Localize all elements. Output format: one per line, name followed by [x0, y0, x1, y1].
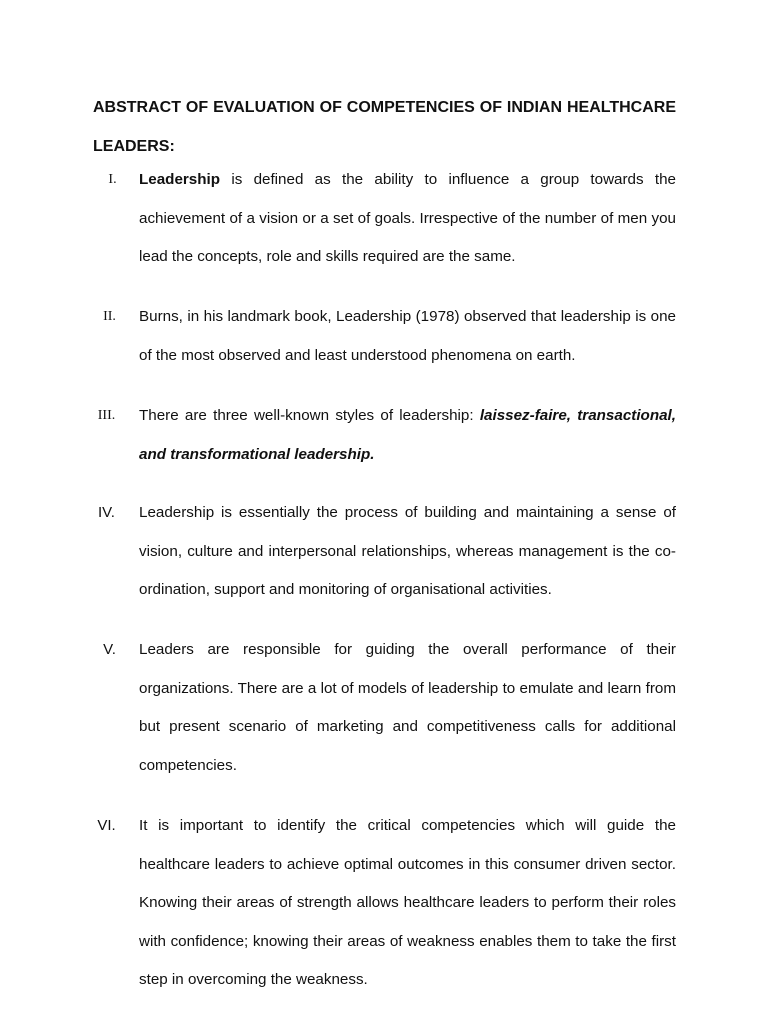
list-item-text: [139, 807, 676, 1000]
list-item-text: [139, 161, 676, 277]
list-item-text: [139, 631, 676, 785]
list-item-text: [139, 397, 676, 474]
paragraph-body: It is important to identify the critical competencies which will guide the healthcare leaders to achieve optimal outcomes in this consumer driven sector. Knowing their areas of strength allows healthcare leaders to perform their roles with confidence; knowing their areas of weakness enables them to take the first step in overcoming the weakness.: [139, 817, 676, 989]
paragraph-body: There are three well-known styles of leadership:: [139, 407, 480, 424]
paragraph-body: Leadership is essentially the process of building and maintaining a sense of vision, culture and interpersonal relationships, whereas management is the co-ordination, support and monitoring of organisational activities.: [139, 504, 676, 599]
key-term: Leadership: [139, 171, 221, 188]
document-title: ABSTRACT OF EVALUATION OF COMPETENCIES OF INDIAN HEALTHCARE LEADERS:: [93, 99, 676, 155]
list-numeral: I.: [108, 172, 117, 187]
paragraph-body: Leaders are responsible for guiding the overall performance of their organizations. There are a lot of models of leadership to emulate and learn from but present scenario of marketing and competitiveness calls for additional competencies.: [139, 641, 676, 774]
list-numeral: V.: [103, 641, 116, 658]
list-numeral: II.: [103, 309, 116, 324]
list-item-text: [139, 494, 676, 610]
paragraph-body: Burns, in his landmark book, Leadership (1978) observed that leadership is one of the most observed and least understood phenomena on earth.: [139, 308, 676, 364]
list-numeral: IV.: [98, 504, 115, 521]
paragraph-body: is defined as the ability to influence a group towards the achievement of a vision or a set of goals. Irrespective of the number of men you lead the concepts, role and skills required are the same.: [139, 171, 676, 266]
emphasized-styles: laissez-faire, transactional, and transformational leadership.: [139, 407, 676, 463]
list-item-text: [139, 298, 676, 375]
list-numeral: III.: [97, 408, 116, 423]
list-numeral: VI.: [97, 817, 116, 834]
